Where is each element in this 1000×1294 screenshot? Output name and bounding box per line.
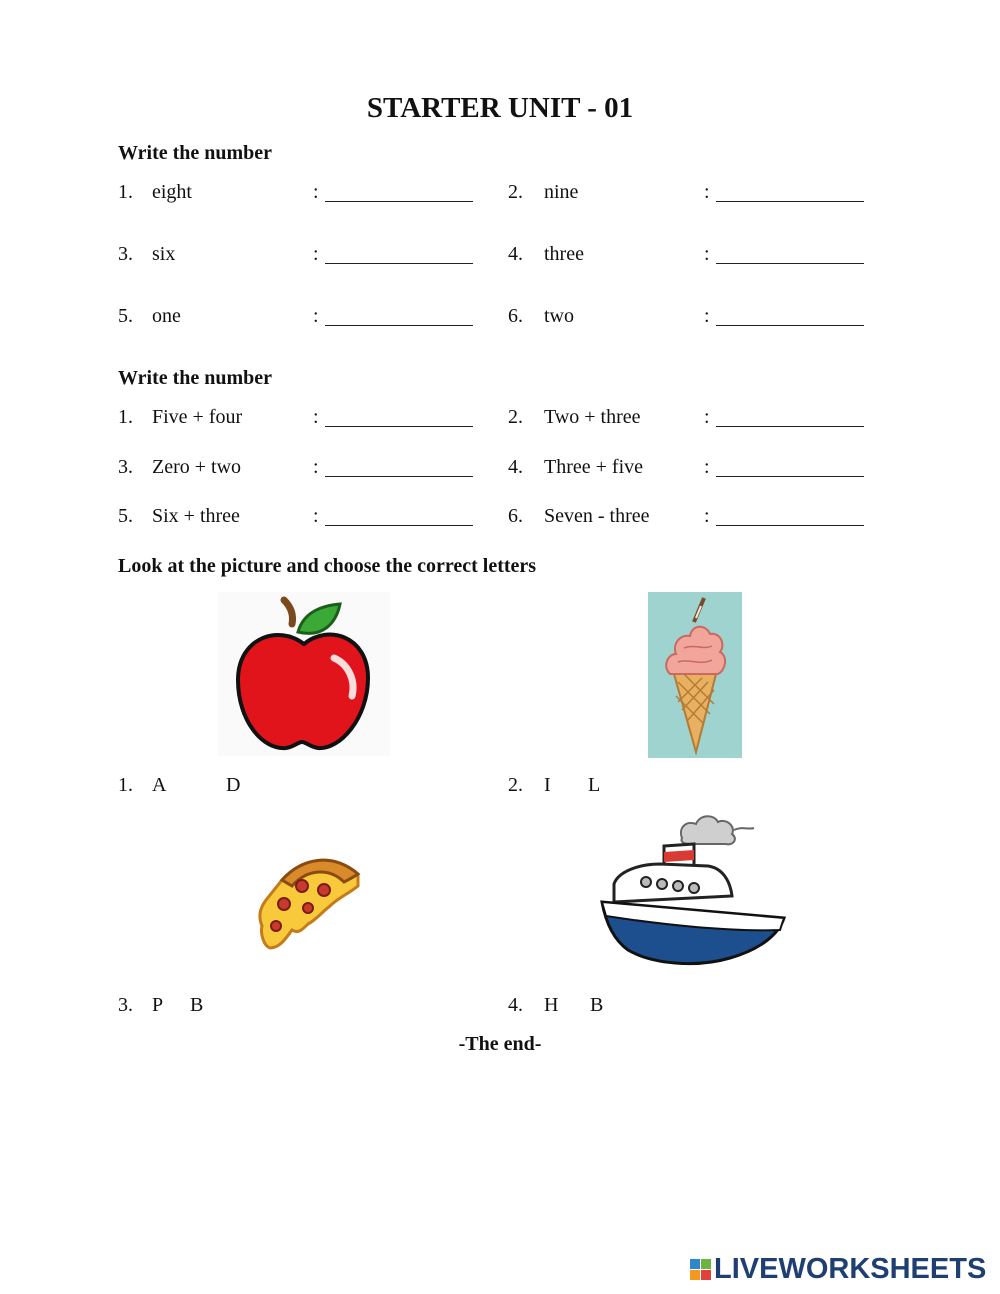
answer-blank[interactable] <box>716 200 864 202</box>
item-number: 6. <box>508 305 523 327</box>
end-text: -The end- <box>458 1033 542 1055</box>
smoke-cloud <box>681 816 735 844</box>
item-expression: Five + four <box>152 406 243 428</box>
item-word: eight <box>152 181 192 203</box>
item-number: 1. <box>118 774 133 796</box>
item-word: one <box>152 305 181 327</box>
item-number: 4. <box>508 243 523 265</box>
item-number: 5. <box>118 505 133 527</box>
colon: : <box>313 456 319 478</box>
answer-blank[interactable] <box>716 524 864 526</box>
item-expression: Zero + two <box>152 456 242 478</box>
colon: : <box>313 243 319 265</box>
section2-heading: Write the number <box>118 367 273 389</box>
section3-heading: Look at the picture and choose the correct letters <box>118 555 537 577</box>
item-expression: Seven - three <box>544 505 650 527</box>
choice-letter[interactable]: L <box>588 774 601 796</box>
item-number: 2. <box>508 181 523 203</box>
section1-heading: Write the number <box>118 142 273 164</box>
colon: : <box>313 505 319 527</box>
pizza-picture <box>252 850 364 952</box>
ice-cream-picture <box>648 592 742 758</box>
choice-letter[interactable]: B <box>190 994 204 1016</box>
answer-blank[interactable] <box>716 475 864 477</box>
item-expression: Two + three <box>544 406 641 428</box>
colon: : <box>313 406 319 428</box>
choice-letter[interactable]: I <box>544 774 551 796</box>
choice-letter[interactable]: H <box>544 994 559 1016</box>
answer-blank[interactable] <box>325 324 473 326</box>
logo-blocks-icon <box>690 1259 711 1280</box>
page-title: STARTER UNIT - 01 <box>366 92 634 124</box>
answer-blank[interactable] <box>325 200 473 202</box>
colon: : <box>704 305 710 327</box>
item-number: 2. <box>508 774 523 796</box>
answer-blank[interactable] <box>325 475 473 477</box>
answer-blank[interactable] <box>325 262 473 264</box>
choice-letter[interactable]: D <box>226 774 241 796</box>
answer-blank[interactable] <box>716 262 864 264</box>
colon: : <box>704 456 710 478</box>
apple-picture <box>218 592 390 756</box>
item-number: 5. <box>118 305 133 327</box>
brand-name: LIVEWORKSHEETS <box>714 1252 987 1285</box>
item-number: 6. <box>508 505 523 527</box>
item-number: 3. <box>118 243 133 265</box>
colon: : <box>313 181 319 203</box>
item-number: 4. <box>508 456 523 478</box>
choice-letter[interactable]: B <box>590 994 604 1016</box>
item-number: 3. <box>118 994 133 1016</box>
answer-blank[interactable] <box>325 524 473 526</box>
choice-letter[interactable]: A <box>152 774 167 796</box>
answer-blank[interactable] <box>325 425 473 427</box>
item-number: 2. <box>508 406 523 428</box>
answer-blank[interactable] <box>716 425 864 427</box>
colon: : <box>704 243 710 265</box>
item-word: two <box>544 305 574 327</box>
item-expression: Three + five <box>544 456 644 478</box>
apple-body <box>238 635 368 749</box>
colon: : <box>704 181 710 203</box>
liveworksheets-logo[interactable] <box>690 1254 986 1284</box>
colon: : <box>704 406 710 428</box>
item-expression: Six + three <box>152 505 240 527</box>
boat-picture <box>598 812 786 968</box>
item-word: six <box>152 243 176 265</box>
colon: : <box>704 505 710 527</box>
item-number: 1. <box>118 181 133 203</box>
answer-blank[interactable] <box>716 324 864 326</box>
item-number: 3. <box>118 456 133 478</box>
choice-letter[interactable]: P <box>152 994 164 1016</box>
item-number: 4. <box>508 994 523 1016</box>
item-word: nine <box>544 181 579 203</box>
item-word: three <box>544 243 584 265</box>
colon: : <box>313 305 319 327</box>
item-number: 1. <box>118 406 133 428</box>
